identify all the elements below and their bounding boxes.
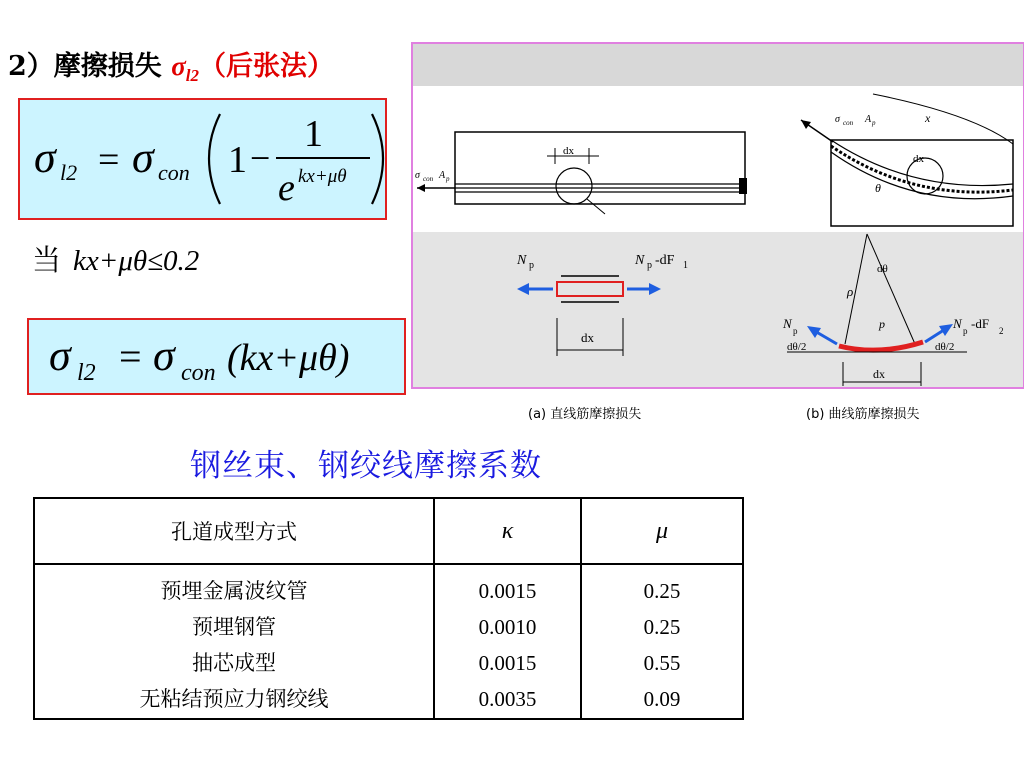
heading-sigma: σ	[171, 51, 186, 81]
a-force-ap-sub: p	[446, 175, 450, 183]
heading-sigma-sub: l2	[185, 66, 199, 85]
kappa-column	[434, 564, 581, 719]
f1-eq: =	[98, 139, 120, 181]
f2-eq: =	[119, 334, 142, 379]
a-np-left-sub: p	[529, 260, 534, 271]
b-np-left-sub: p	[793, 326, 798, 336]
a-force-ap: A	[439, 170, 446, 181]
b-np-right-suffix: -dF	[971, 316, 990, 331]
a-detail-leader	[587, 199, 605, 214]
method-cell: 预埋钢管	[192, 615, 276, 639]
method-cell: 预埋金属波纹管	[160, 579, 308, 603]
f2-lhs: σ	[49, 331, 71, 380]
figure-drawing	[413, 44, 1023, 387]
b-element	[839, 342, 923, 350]
f1-lhs: σ	[34, 133, 56, 182]
f1-lhs-sub: l2	[60, 160, 78, 185]
b-force-ap: A	[865, 114, 872, 125]
f1-one: 1	[228, 139, 247, 181]
f2-lhs-sub: l2	[77, 360, 96, 386]
caption-curved: (b) 曲线筋摩擦损失	[806, 407, 920, 422]
b-np-left: N	[783, 316, 792, 331]
formula-exponential-svg	[20, 100, 385, 218]
b-rho-line-r	[867, 234, 915, 344]
formula-exponential	[18, 98, 387, 220]
a-np-right: N	[635, 253, 645, 268]
condition-line	[32, 238, 199, 279]
b-dtheta-label: dθ	[877, 263, 888, 275]
f2-rhs: σ	[153, 331, 175, 380]
formula-linear-svg	[29, 320, 404, 393]
a-np-right-suffix: -dF	[655, 253, 675, 268]
a-np-left-arrowhead	[517, 283, 529, 295]
b-theta-label: θ	[875, 181, 881, 195]
f1-minus: −	[250, 138, 271, 178]
header-mu: μ	[581, 498, 743, 564]
b-half-right: dθ/2	[935, 341, 955, 353]
a-anchor	[739, 178, 747, 194]
header-method: 孔道成型方式	[34, 498, 434, 564]
section-heading	[8, 44, 334, 83]
b-x-label: x	[925, 111, 931, 125]
method-cell: 抽芯成型	[192, 651, 276, 675]
b-force-arrowhead	[801, 120, 811, 129]
a-dx2-label: dx	[581, 330, 594, 345]
a-np-left: N	[517, 253, 527, 268]
f1-rhs: σ	[132, 133, 154, 182]
kappa-cell: 0.0015	[478, 579, 537, 603]
b-half-left: dθ/2	[787, 341, 807, 353]
f1-exponent: kx+μθ	[298, 166, 347, 187]
b-x-arc	[873, 94, 1013, 144]
b-np-right-suffix-sub: 2	[999, 326, 1004, 336]
f1-right-paren	[372, 114, 383, 204]
b-force-label: σ	[835, 114, 840, 125]
b-detail-circle	[907, 158, 943, 194]
mu-cell: 0.55	[643, 651, 681, 675]
header-kappa: κ	[434, 498, 581, 564]
method-cell: 无粘结预应力钢绞线	[139, 687, 329, 711]
kappa-cell: 0.0015	[478, 651, 537, 675]
b-force-ap-sub: p	[872, 119, 876, 127]
a-detail-circle	[556, 168, 592, 204]
condition-word: 当	[32, 243, 62, 277]
table-title: 钢丝束、钢绞线摩擦系数	[190, 448, 542, 484]
f2-rhs-sub: con	[181, 360, 216, 386]
friction-coefficient-table	[33, 497, 744, 720]
table-header-row	[34, 498, 743, 564]
f2-paren: (kx+μθ)	[227, 337, 350, 379]
friction-figure	[411, 42, 1024, 389]
b-p-label: p	[879, 317, 885, 331]
mu-column	[581, 564, 743, 719]
heading-prefix: 2）摩擦损失	[8, 51, 172, 82]
a-force-label: σ	[415, 170, 420, 181]
a-beam	[455, 132, 745, 204]
caption-straight: (a) 直线筋摩擦损失	[528, 407, 642, 422]
kappa-cell: 0.0010	[478, 615, 537, 639]
mu-cell: 0.25	[643, 615, 681, 639]
kappa-cell: 0.0035	[478, 687, 537, 711]
f1-e: e	[278, 167, 295, 209]
heading-suffix: （后张法）	[198, 51, 334, 82]
table-body-row	[34, 564, 743, 719]
mu-cell: 0.09	[643, 687, 681, 711]
a-np-right-suffix-sub: 1	[683, 260, 688, 271]
a-element	[557, 282, 623, 296]
b-rho-label: ρ	[847, 284, 854, 299]
b-dx-label: dx	[913, 153, 924, 165]
a-np-right-sub: p	[647, 260, 652, 271]
b-force-label-sub: con	[843, 119, 854, 127]
mu-cell: 0.25	[643, 579, 681, 603]
b-dx2-label: dx	[873, 367, 885, 381]
f1-numerator: 1	[304, 113, 323, 155]
f1-rhs-sub: con	[158, 160, 190, 185]
condition-expr: kx+μθ≤0.2	[73, 245, 200, 277]
b-np-right: N	[953, 316, 962, 331]
a-dx-label: dx	[563, 145, 574, 157]
method-column	[34, 564, 434, 719]
f1-left-paren	[209, 114, 220, 204]
a-force-arrowhead	[417, 184, 425, 192]
a-force-label-sub: con	[423, 175, 434, 183]
a-np-right-arrowhead	[649, 283, 661, 295]
formula-linear	[27, 318, 406, 395]
b-np-right-sub: p	[963, 326, 968, 336]
